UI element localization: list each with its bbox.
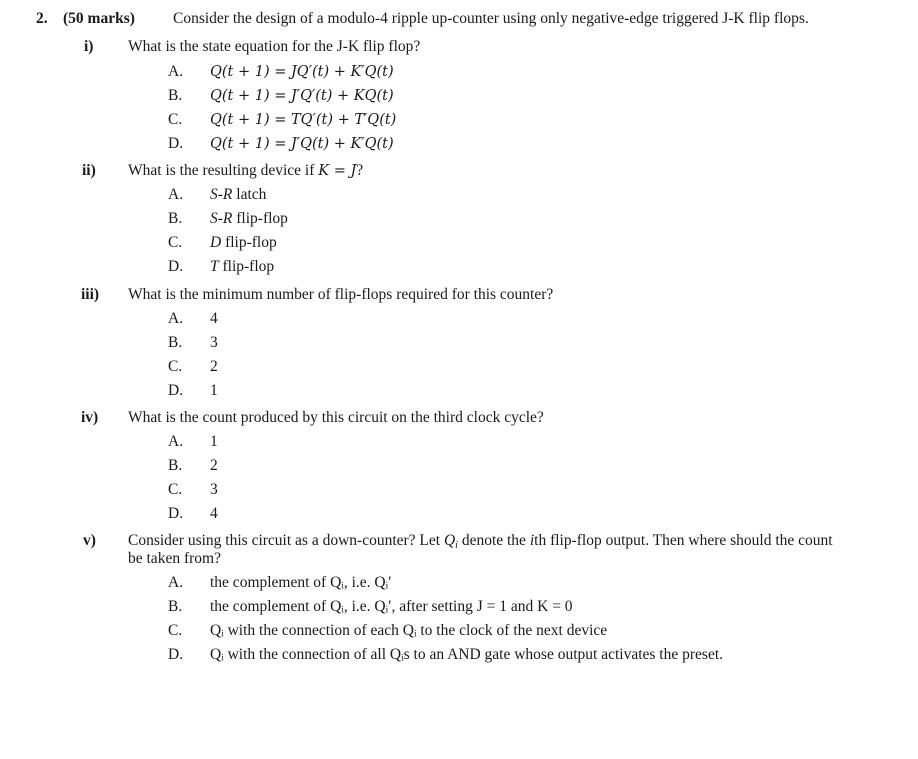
option-text: 4 [210, 505, 218, 522]
option-letter: A. [168, 186, 184, 203]
part-label: ii) [82, 162, 96, 179]
option-letter: D. [168, 382, 184, 399]
part-question: What is the minimum number of flip-flops required for this counter? [128, 286, 554, 303]
option-letter: D. [168, 505, 184, 522]
option-letter: A. [168, 310, 184, 327]
option-letter: D. [168, 646, 184, 663]
part-label: i) [84, 38, 94, 55]
option-text: T flip-flop [210, 258, 275, 275]
part-label: v) [83, 532, 96, 549]
option-text: S-R latch [210, 186, 267, 203]
option-text: the complement of Qᵢ, i.e. Qᵢ′, after setting J = 1 and K = 0 [210, 598, 573, 615]
option-text: 4 [210, 310, 218, 327]
option-text: 1 [210, 382, 218, 399]
option-letter: A. [168, 433, 184, 450]
option-equation: Q(t + 1) = JQ′(t) + K′Q(t) [210, 64, 394, 80]
option-letter: C. [168, 358, 183, 375]
part-label: iv) [81, 409, 99, 426]
option-letter: A. [168, 574, 184, 591]
option-letter: C. [168, 481, 183, 498]
option-equation: Q(t + 1) = J′Q′(t) + KQ(t) [210, 88, 394, 104]
option-letter: B. [168, 334, 183, 351]
option-letter: B. [168, 598, 183, 615]
option-letter: C. [168, 622, 183, 639]
option-letter: B. [168, 210, 183, 227]
question-intro: Consider the design of a modulo-4 ripple up-counter using only negative-edge triggered J-K flip flops. [173, 10, 809, 27]
option-letter: A. [168, 63, 184, 80]
option-letter: C. [168, 111, 183, 128]
part-question: Consider using this circuit as a down-counter? Let $Q_i$ denote the ith flip-flop output. Then where should the count [128, 532, 833, 551]
option-text: 2 [210, 358, 218, 375]
option-letter: D. [168, 135, 184, 152]
option-letter: C. [168, 234, 183, 251]
question-number: 2. [36, 10, 48, 27]
option-letter: B. [168, 87, 183, 104]
option-text: the complement of Qᵢ, i.e. Qᵢ′ [210, 574, 392, 591]
option-letter: D. [168, 258, 184, 275]
part-question: What is the count produced by this circuit on the third clock cycle? [128, 409, 544, 426]
option-equation: Q(t + 1) = TQ′(t) + T′Q(t) [210, 112, 397, 128]
option-text: 2 [210, 457, 218, 474]
part-question-continued: be taken from? [128, 550, 221, 567]
question-marks: (50 marks) [63, 10, 135, 27]
option-text: S-R flip-flop [210, 210, 288, 227]
option-text: Qᵢ with the connection of all Qᵢs to an AND gate whose output activates the preset. [210, 646, 723, 663]
option-text: 3 [210, 481, 218, 498]
option-text: 3 [210, 334, 218, 351]
option-text: 1 [210, 433, 218, 450]
option-equation: Q(t + 1) = J′Q(t) + K′Q(t) [210, 136, 394, 152]
part-label: iii) [81, 286, 100, 303]
part-question: What is the state equation for the J-K flip flop? [128, 38, 421, 55]
option-text: D flip-flop [210, 234, 277, 251]
option-letter: B. [168, 457, 183, 474]
part-question: What is the resulting device if K = J? [128, 162, 364, 179]
option-text: Qᵢ with the connection of each Qᵢ to the clock of the next device [210, 622, 608, 639]
